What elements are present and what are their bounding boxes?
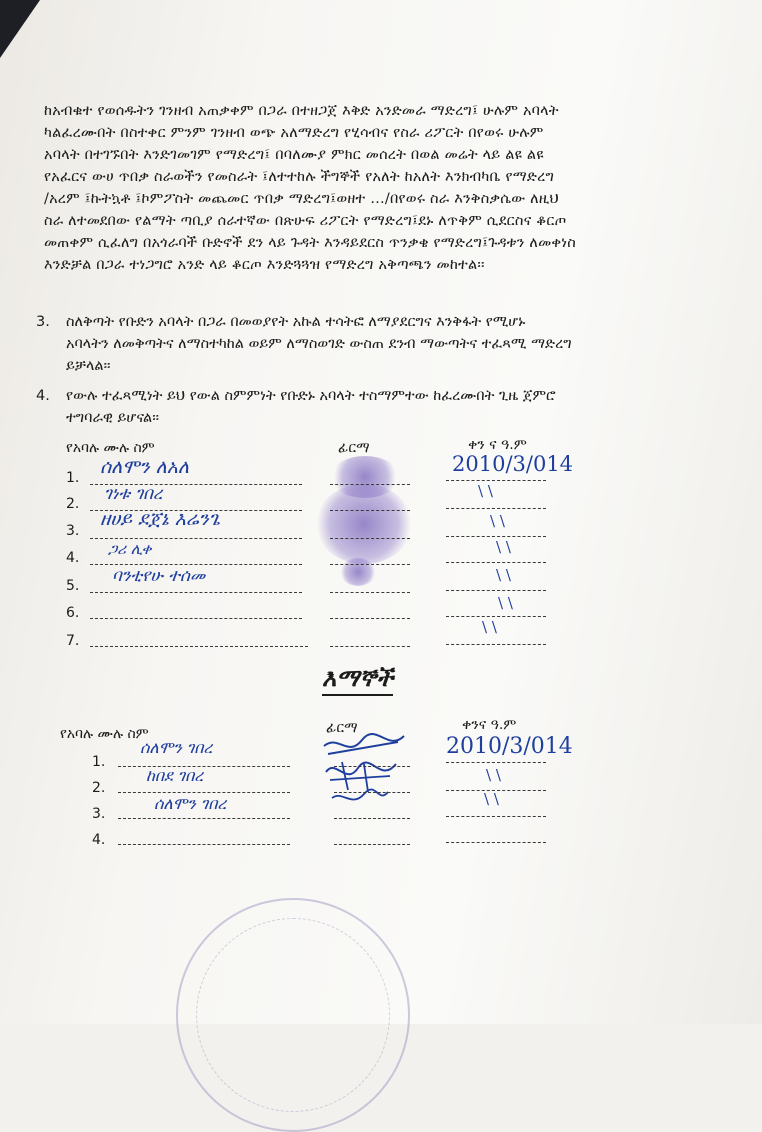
witness-date: 2010/3/014 <box>446 734 573 759</box>
row-number: 3. <box>92 806 106 822</box>
folded-corner <box>0 0 40 58</box>
name-line <box>90 564 302 565</box>
row-number: 1. <box>92 754 106 770</box>
member-name: ሰለሞን ለአለ <box>100 456 190 478</box>
row-number: 7. <box>66 633 80 649</box>
members-date-header: ቀን ና ዓ.ም <box>468 437 527 453</box>
row-number: 5. <box>66 578 80 594</box>
row-number: 2. <box>92 780 106 796</box>
row-number: 6. <box>66 605 80 621</box>
signature-line <box>330 564 410 565</box>
witness-name: ከበደ ገበረ <box>146 766 204 785</box>
member-date: \ \ <box>498 594 513 612</box>
member-name: ዘሀይ ደጀኔ እሬንጌ <box>100 508 221 530</box>
date-line <box>446 590 546 591</box>
clause-line: አባላትን ለመቅጣትና ለማስተካከል ወይም ለማስወገድ ውስጠ ደንብ ማውጣትና ተፈጻሚ ማድረግ <box>66 336 572 352</box>
paragraph-line: መጠቀም ሲፈለግ በአጎራባች ቡድኖች ደን ላይ ጉዳት እንዳይደርስ ጥንቃቄ የማድረግ፤ጉዳቱን ለመቀነስ <box>44 235 576 251</box>
member-date: 2010/3/014 <box>452 452 574 476</box>
signature-stroke <box>324 734 404 747</box>
signature-line <box>330 618 410 619</box>
member-date: \ \ <box>482 618 497 636</box>
signature-stroke <box>326 763 396 775</box>
member-date: \ \ <box>490 512 505 530</box>
date-line <box>446 616 546 617</box>
official-stamp <box>176 898 410 1132</box>
paragraph-line: ከአብቁተ የወሰዱትን ገንዘብ አጠቃቀም በጋራ በተዘጋጀ እቅድ አንድመራ ማድረግ፤ ሁሉም አባላት <box>44 103 559 119</box>
body-paragraph <box>44 100 684 276</box>
witness-name-header: የአባሉ ሙሉ ስም <box>60 726 149 742</box>
date-line <box>446 536 546 537</box>
name-line <box>90 592 302 593</box>
clause-line: የውሉ ተፈጻሚነት ይህ የውል ስምምነት የቡድኑ አባላት ተስማምተው ከፈረሙበት ጊዜ ጀምሮ <box>66 388 556 404</box>
paragraph-line: /አረም ፤ኩትኳቶ ፤ኮምፖስት መጨመር ጥበቃ ማድረግ፤ወዘተ …/በየወሩ ስራ እንቅስቃሴው ለዚህ <box>44 191 559 207</box>
clause-line: ይቻላል፡፡ <box>66 358 111 374</box>
fingerprint-mark <box>316 484 412 564</box>
signature-line <box>334 766 410 767</box>
signature-line <box>330 592 410 593</box>
signature-line <box>330 538 410 539</box>
date-line <box>446 562 546 563</box>
clause-line: ተግባራዊ ይሆናል፡፡ <box>66 410 160 426</box>
name-line <box>90 538 302 539</box>
witness-date: \ \ <box>486 766 501 784</box>
row-number: 3. <box>66 523 80 539</box>
witness-date: \ \ <box>484 790 499 808</box>
witness-date-header: ቀንና ዓ.ም <box>462 717 517 733</box>
member-date: \ \ <box>496 566 511 584</box>
name-line <box>90 618 302 619</box>
signature-line <box>334 818 410 819</box>
member-name: ባንቲየሁ ተሰመ <box>112 566 206 586</box>
row-number: 4. <box>66 550 80 566</box>
witness-signature-header: ፊርማ <box>326 720 358 736</box>
date-line <box>446 762 546 763</box>
date-line <box>446 480 546 481</box>
paragraph-line: ስራ ለተመደበው የልማት ጣቢያ ሰራተኛው በጽሁፍ ሪፖርት የማድረግ፤ደኑ ለጥቅም ሲደርስና ቆርጦ <box>44 213 567 229</box>
date-line <box>446 816 546 817</box>
clause-number: 4. <box>36 388 50 404</box>
paragraph-line: የአፈርና ውሀ ጥበቃ ስራወችን የመስራት ፤ለተተከሉ ችግኞች የአለት ከአለት እንክብካቤ የማድረግ <box>44 169 555 185</box>
date-line <box>446 644 546 645</box>
witnesses-title: እማኞች <box>322 664 393 696</box>
paragraph-line: እንድቻል በጋራ ተነጋግሮ አንድ ላይ ቆርጦ እንድጓጓዝ የማድረግ አቅጣጫን መከተል፡፡ <box>44 257 485 273</box>
signature-line <box>330 510 410 511</box>
signature-line <box>330 646 410 647</box>
date-line <box>446 842 546 843</box>
witness-name: ሰለሞን ገበረ <box>140 738 213 757</box>
name-line <box>118 766 290 767</box>
signature-line <box>334 792 410 793</box>
witness-name: ሰለሞን ገበረ <box>154 794 227 813</box>
members-name-header: የአባሉ ሙሉ ስም <box>66 440 155 456</box>
name-line <box>118 818 290 819</box>
name-line <box>118 844 290 845</box>
row-number: 4. <box>92 832 106 848</box>
witness-signatures <box>318 728 414 812</box>
row-number: 1. <box>66 470 80 486</box>
signature-line <box>330 484 410 485</box>
signature-line <box>334 844 410 845</box>
clause-number: 3. <box>36 314 50 330</box>
clause-line: ስለቅጣት የቡድን አባላት በጋራ በመወያየት አኩል ተሳትፎ ለማያደርግና እንቅፋት የሚሆኑ <box>66 314 526 330</box>
row-number: 2. <box>66 496 80 512</box>
members-signature-header: ፊርማ <box>338 440 370 456</box>
paragraph-line: ካልፈረሙበት በስተቀር ምንም ገንዘብ ወጭ አለማድረግ የሂሳብና የስራ ሪፖርት በየወሩ ሁሉም <box>44 125 544 141</box>
name-line <box>90 646 308 647</box>
fingerprint-mark <box>340 558 376 586</box>
date-line <box>446 508 546 509</box>
name-line <box>118 792 290 793</box>
member-date: \ \ <box>496 538 511 556</box>
paragraph-line: አባላት በተገኙበት እንድገመገም የማድረግ፤ በባለሙያ ምክር መሰረት በወል መሬት ላይ ልዩ ልዩ <box>44 147 544 163</box>
member-name: ገነቱ ገበረ <box>104 484 163 504</box>
signature-stroke <box>332 789 388 799</box>
member-date: \ \ <box>478 482 493 500</box>
member-name: ጋሪ ሊቀ <box>108 540 152 558</box>
